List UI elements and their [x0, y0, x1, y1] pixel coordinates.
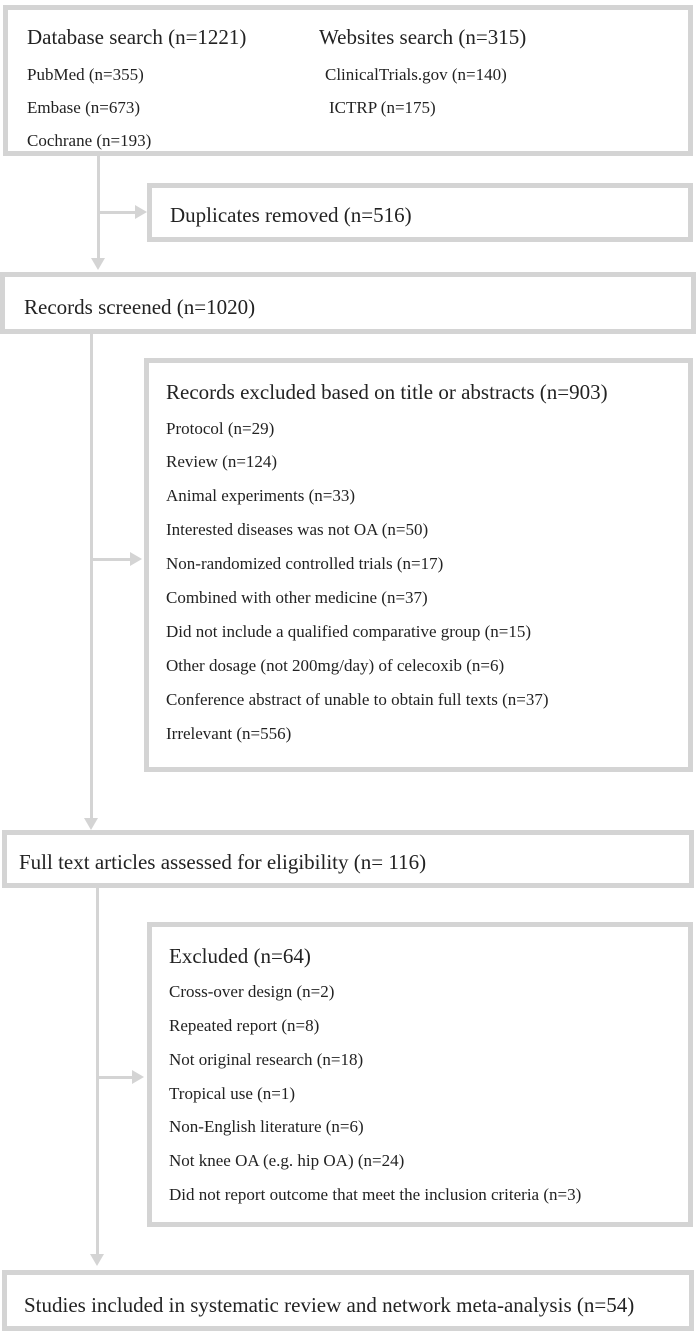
connector-to-excluded-full-text	[96, 1076, 134, 1079]
studies-included-label: Studies included in systematic review and network meta-analysis (n=54)	[24, 1293, 635, 1317]
identification-box	[3, 5, 693, 156]
excluded-ft-item-cross-over: Cross-over design (n=2)	[169, 982, 335, 1001]
arrow-right-icon	[130, 552, 142, 566]
excluded-item-no-comparative-group: Did not include a qualified comparative group (n=15)	[166, 622, 532, 641]
connector-screened-to-eligibility	[90, 334, 93, 818]
database-item-cochrane: Cochrane (n=193)	[27, 131, 152, 150]
arrow-right-icon	[132, 1070, 144, 1084]
database-item-embase: Embase (n=673)	[27, 98, 140, 117]
excluded-screening-box	[144, 358, 693, 772]
arrow-right-icon	[135, 205, 147, 219]
excluded-item-animal-experiments: Animal experiments (n=33)	[166, 486, 355, 505]
excluded-ft-item-not-knee-oa: Not knee OA (e.g. hip OA) (n=24)	[169, 1151, 405, 1170]
arrow-down-icon	[91, 258, 105, 270]
website-item-clinicaltrials: ClinicalTrials.gov (n=140)	[325, 65, 507, 84]
excluded-item-protocol: Protocol (n=29)	[166, 419, 275, 438]
duplicates-removed-label: Duplicates removed (n=516)	[170, 203, 412, 227]
database-search-title: Database search (n=1221)	[27, 25, 247, 49]
arrow-down-icon	[90, 1254, 104, 1266]
duplicates-removed-box	[147, 183, 693, 242]
excluded-item-other-dosage: Other dosage (not 200mg/day) of celecoxib (n=6)	[166, 656, 505, 675]
excluded-ft-item-not-original: Not original research (n=18)	[169, 1050, 364, 1069]
excluded-ft-item-repeated-report: Repeated report (n=8)	[169, 1016, 320, 1035]
arrow-down-icon	[84, 818, 98, 830]
database-item-pubmed: PubMed (n=355)	[27, 65, 144, 84]
website-item-ictrp: ICTRP (n=175)	[329, 98, 436, 117]
excluded-item-combined-medicine: Combined with other medicine (n=37)	[166, 588, 428, 607]
excluded-item-not-oa: Interested diseases was not OA (n=50)	[166, 520, 429, 539]
connector-identification-to-screened	[97, 156, 100, 260]
connector-to-duplicates	[97, 211, 137, 214]
excluded-ft-item-tropical-use: Tropical use (n=1)	[169, 1084, 296, 1103]
excluded-item-irrelevant: Irrelevant (n=556)	[166, 724, 292, 743]
connector-eligibility-to-included	[96, 888, 99, 1254]
excluded-screening-title: Records excluded based on title or abstracts (n=903)	[166, 380, 608, 404]
studies-included-box	[2, 1270, 694, 1331]
records-screened-box	[0, 272, 696, 334]
excluded-ft-item-no-outcome: Did not report outcome that meet the inclusion criteria (n=3)	[169, 1185, 582, 1204]
excluded-item-review: Review (n=124)	[166, 452, 278, 471]
excluded-full-text-box	[147, 922, 693, 1227]
excluded-item-non-randomized: Non-randomized controlled trials (n=17)	[166, 554, 444, 573]
eligibility-box	[2, 830, 694, 888]
excluded-item-conference-abstract: Conference abstract of unable to obtain full texts (n=37)	[166, 690, 549, 709]
excluded-full-text-title: Excluded (n=64)	[169, 944, 311, 968]
eligibility-label: Full text articles assessed for eligibility (n= 116)	[19, 850, 427, 874]
records-screened-label: Records screened (n=1020)	[24, 295, 256, 319]
excluded-ft-item-non-english: Non-English literature (n=6)	[169, 1117, 364, 1136]
websites-search-title: Websites search (n=315)	[319, 25, 527, 49]
connector-to-excluded-screening	[90, 558, 132, 561]
